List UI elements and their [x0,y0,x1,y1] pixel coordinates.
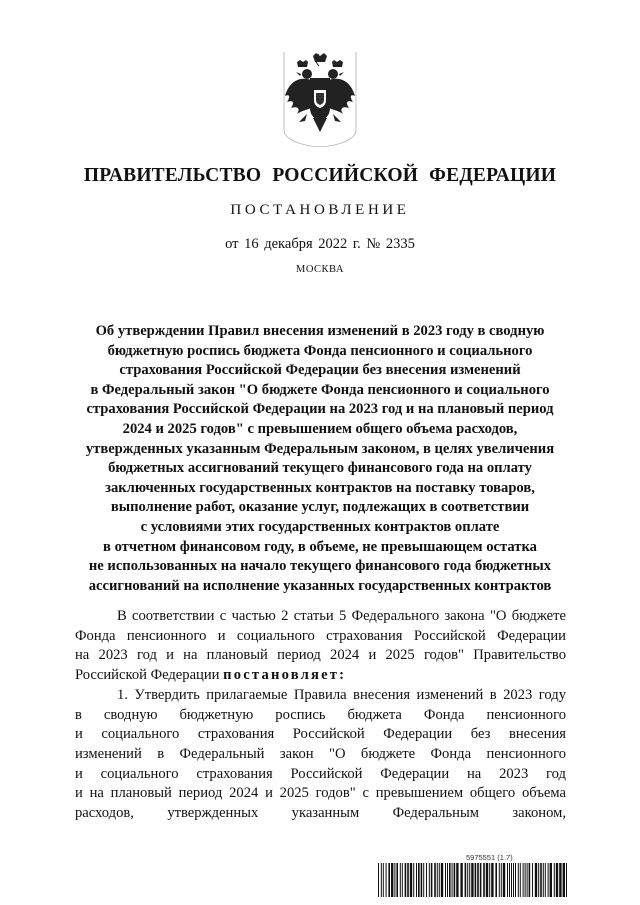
body-line: В соответствии с частью 2 статьи 5 Федерального закона "О бюджете [117,608,566,624]
barcode-bar [491,863,493,897]
barcode-bar [381,863,382,897]
body-line: Фонда пенсионного и социального страхования Российской Федерации [75,627,566,644]
coat-of-arms-emblem [283,52,357,148]
barcode-bar [383,863,384,897]
heading-line: бюджетную роспись бюджета Фонда пенсионного и социального [107,342,533,359]
heading-line: с условиями этих государственных контрактов оплате [140,518,500,535]
barcode-bar [518,863,519,897]
barcode-bar [447,863,448,897]
body-line: 1. Утвердить прилагаемые Правила внесения изменений в 2023 году [117,686,566,703]
document-body [75,607,566,824]
barcode-bar [507,863,508,897]
barcode-bar [545,863,546,897]
barcode-bar [495,863,497,897]
barcode [378,863,568,897]
heading-line: не использованных на начало текущего финансового года бюджетных [88,558,552,575]
barcode-bar [469,863,470,897]
barcode-bar [540,863,542,897]
barcode-bar [441,863,443,897]
body-line: и на плановый период 2024 и 2025 годов" с превышением общего объема [75,785,566,802]
barcode-bar [532,863,533,897]
document-type: ПОСТАНОВЛЕНИЕ [230,202,410,218]
barcode-bar [499,863,500,897]
barcode-bar [388,863,390,897]
heading-line: в Федеральный закон "О бюджете Фонда пенсионного и социального [90,381,550,398]
government-title: ПРАВИТЕЛЬСТВО РОССИЙСКОЙ ФЕДЕРАЦИИ [83,165,557,186]
document-date-number: от 16 декабря 2022 г. № 2335 [225,236,415,252]
barcode-bar [515,863,516,897]
heading-line: в отчетном финансовом году, в объеме, не превышающем остатка [103,538,537,555]
heading-line: бюджетных ассигнований текущего финансового года на оплату [108,460,532,477]
barcode-bar [566,863,567,897]
barcode-bar [431,863,433,897]
heading-line: Об утверждении Правил внесения изменений в 2023 году в сводную [95,323,545,339]
barcode-bar [454,863,456,897]
barcode-bar [456,863,458,897]
barcode-bar [543,863,544,897]
barcode-bar [480,863,482,897]
barcode-bar [535,863,537,897]
barcode-bar [407,863,409,897]
barcode-bar [394,863,395,897]
barcode-bar [501,863,502,897]
barcode-bar [556,863,558,897]
barcode-bar [449,863,451,897]
body-line: и социального страхования Российской Федерации на 2023 год [75,765,566,782]
heading-line: страхования Российской Федерации без внесения изменений [119,362,521,379]
barcode-bar [391,863,393,897]
heading-line: заключенных государственных контрактов на поставку товаров, [105,479,535,496]
barcode-bar [527,863,528,897]
barcode-bar [511,863,512,897]
barcode-bar [523,863,524,897]
barcode-bar [538,863,539,897]
document-heading [60,322,580,596]
barcode-bar [509,863,510,897]
barcode-bar [410,863,412,897]
heading-line: ассигнований на исполнение указанных государственных контрактов [88,577,552,594]
barcode-bar [486,863,488,897]
barcode-bar [503,863,505,897]
heading-line: 2024 и 2025 годов" с превышением общего объема расходов, [122,420,518,437]
barcode-bar [416,863,417,897]
barcode-bar [426,863,427,897]
barcode-bar [548,863,549,897]
heading-line: утвержденных указанным Федеральным законом, в целях увеличения [85,440,555,457]
barcode-bar [445,863,446,897]
body-line: изменений в Федеральный закон "О бюджете Фонда пенсионного [75,745,566,762]
barcode-bar [460,863,462,897]
body-line: и социального страхования Российской Федерации без внесения [75,726,566,743]
barcode-bar [396,863,398,897]
barcode-bar [559,863,561,897]
body-line: расходов, утвержденных указанным Федеральным законом, [75,805,566,822]
barcode-bar [423,863,424,897]
barcode-bar [439,863,440,897]
body-line [75,666,566,686]
barcode-bar [437,863,438,897]
barcode-bar [421,863,423,897]
barcode-bar [513,863,514,897]
barcode-bar [402,863,403,897]
barcode-bar [529,863,531,897]
decree-keyword: постановляет: [223,667,347,684]
barcode-bar [475,863,477,897]
barcode-bar [452,863,453,897]
body-line: в сводную бюджетную роспись бюджета Фонда пенсионного [75,706,566,723]
body-line: на 2023 год и на плановый период 2024 и 2025 годов" Правительство [75,647,566,664]
barcode-bar [429,863,430,897]
barcode-bar [525,863,526,897]
barcode-bar [378,863,379,897]
barcode-bar [483,863,485,897]
barcode-bar [413,863,414,897]
barcode-number: 5975551 (1.7) [466,853,513,862]
barcode-bar [434,863,436,897]
barcode-bar [418,863,420,897]
barcode-bar [467,863,468,897]
barcode-bar [550,863,552,897]
document-city: МОСКВА [296,264,344,275]
barcode-bar [554,863,555,897]
barcode-bar [405,863,407,897]
body-line-prefix: Российской Федерации [75,667,224,684]
barcode-bar [386,863,387,897]
barcode-bar [400,863,401,897]
barcode-bar [465,863,467,897]
barcode-bar [489,863,490,897]
barcode-bar [563,863,565,897]
barcode-bar [520,863,521,897]
heading-line: страхования Российской Федерации на 2023 год и на плановый период [86,401,554,418]
barcode-bar [471,863,473,897]
heading-line: выполнение работ, оказание услуг, подлежащих в соответствии [110,499,530,516]
barcode-bar [477,863,479,897]
